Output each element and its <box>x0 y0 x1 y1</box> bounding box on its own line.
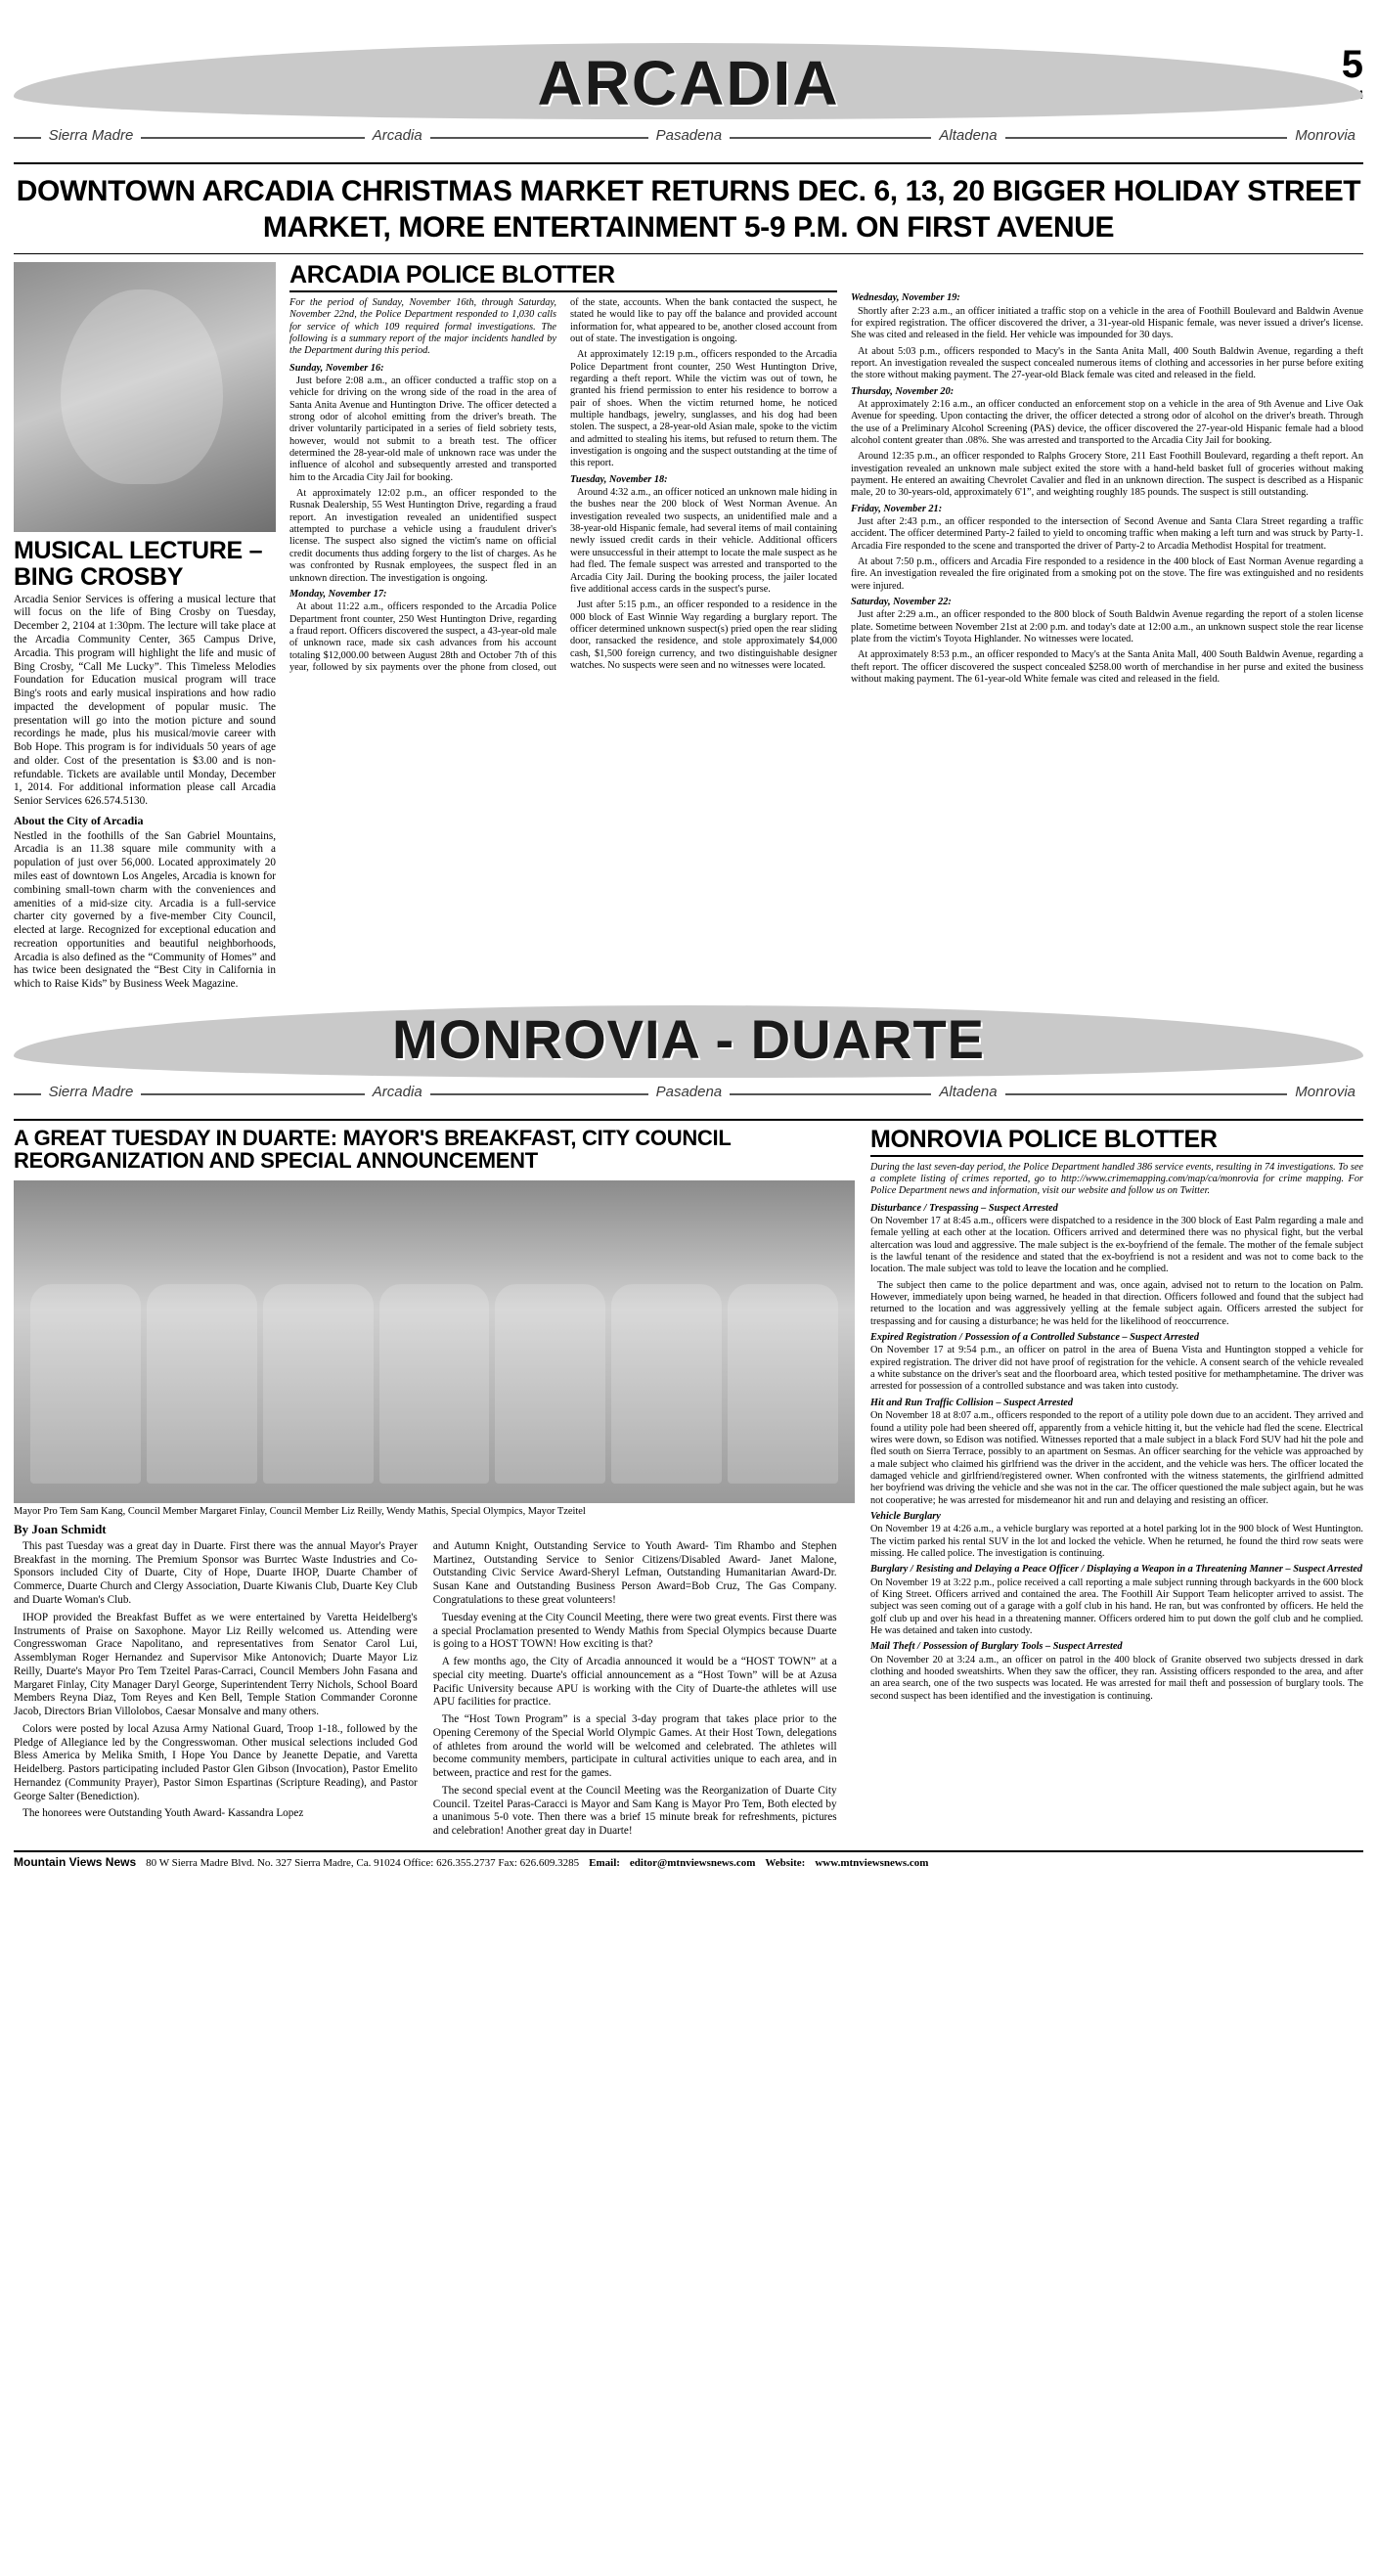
footer-website[interactable]: www.mtnviewsnews.com <box>815 1857 929 1870</box>
duarte-para: This past Tuesday was a great day in Duarte. First there was the annual Mayor's Prayer Breakfast in the morning. The Premium Sponsor was Burrtec Waste Industries and Co-Sponsors included City of Duarte, City of Hope, Duarte IHOP, Duarte Chamber of Commerce, Duarte Church and Clergy Association, Duarte Kiwanis Club, Duarte Key Club and Duarte Woman's Club. <box>14 1539 418 1606</box>
blotter-para: On November 17 at 9:54 p.m., an officer on patrol in the area of Buena Vista and Huntington stopped a vehicle for expired registration. The driver did not have proof of registration for the vehicle. A consent search of the vehicle revealed a white substance on the driver's seat and the floorboard area, which tested positive for methamphetamine. The driver was arrested for possession of a controlled substance and was taken into custody. <box>870 1345 1363 1393</box>
blotter-entry-head: Mail Theft / Possession of Burglary Tools – Suspect Arrested <box>870 1641 1123 1653</box>
blotter-para: At about 7:50 p.m., officers and Arcadia Fire responded to a residence in the 400 block of East Norman Avenue regarding a fire. An investigation revealed the fire originated from a smoking pot on the stove. The fire was extinguished and no residents were injured. <box>851 556 1363 592</box>
page-footer <box>14 1850 1363 1869</box>
masthead-bottom-rule <box>14 162 1363 164</box>
monrovia-blotter-column <box>870 1127 1363 1843</box>
arcadia-blotter-column-right <box>851 262 1363 996</box>
arcadia-blotter-body <box>289 297 837 675</box>
photo-person <box>30 1284 141 1485</box>
blotter-date: Saturday, November 22: <box>851 597 952 608</box>
duarte-article <box>14 1127 855 1843</box>
crosby-para-1: Arcadia Senior Services is offering a musical lecture that will focus on the life of Bing Crosby on Tuesday, December 2, 2104 at 1:30pm. The lecture will take place at the Arcadia Community Center, 365 Campus Drive, Arcadia. This program will highlight the life and music of Bing Crosby, “Call Me Lucky”. This Timeless Melodies Foundation for Education musical program will trace Bing's roots and early musical inspirations and how radio impacted the development of popular music. The presentation will go into the motion picture and sound recordings he made, plus his musical/movie career with Bob Hope. This program is for individuals 50 years of age and older. Cost of the presentation is $3.00 and is non-refundable. Tickets are available until Monday, December 1, 2014. For additional information please call Arcadia Senior Services 626.574.5130. <box>14 593 276 808</box>
masthead-band <box>14 43 1363 119</box>
blotter-date: Friday, November 21: <box>851 503 943 514</box>
city2-label-pasadena: Pasadena <box>648 1084 731 1100</box>
crosby-subhead: About the City of Arcadia <box>14 813 144 827</box>
masthead2-bottom-rule <box>14 1119 1363 1121</box>
blotter-entry-head: Burglary / Resisting and Delaying a Peace Officer / Displaying a Weapon in a Threatening Manner – Suspect Arrested <box>870 1564 1363 1576</box>
monrovia-blotter-title: MONROVIA POLICE BLOTTER <box>870 1127 1363 1157</box>
spacer <box>851 262 1363 292</box>
upper-columns <box>14 262 1363 996</box>
monrovia-blotter-body <box>870 1162 1363 1703</box>
city-label-pasadena: Pasadena <box>648 127 731 144</box>
blotter-para: Just after 2:43 p.m., an officer responded to the intersection of Second Avenue and Santa Clara Street regarding a traffic accident. The officer determined Party-2 failed to yield to oncoming traffic when making a left turn and was struck by Party-1. Arcadia Fire responded to the scene and transported the driver of Party-2 to Arcadia Methodist Hospital for treatment. <box>851 516 1363 552</box>
crosby-para-2: Nestled in the foothills of the San Gabriel Mountains, Arcadia is an 11.38 square mile community with a population of just over 56,000. Located approximately 20 miles east of downtown Los Angeles, Arcadia is known for combining small-town charm with the conveniences and amenities of a mid-size city. Arcadia is a full-service charter city governed by a five-member City Council, elected at large. Recognized for exceptional education and recreation opportunities and beautiful neighborhoods, Arcadia is also defined as the “Community of Homes” and has twice been designated the “Best City in California in which to Raise Kids” by Business Week Magazine. <box>14 829 276 991</box>
blotter-entry-head: Disturbance / Trespassing – Suspect Arrested <box>870 1202 1058 1214</box>
blotter-para: Around 12:35 p.m., an officer responded to Ralphs Grocery Store, 211 East Foothill Boulevard, regarding a theft report. An investigation revealed an unknown male subject exited the store with a hand-held basket full of groceries without making payment. He entered an awaiting Chevrolet Cavalier and fled in an unknown direction. The suspect is described as a Hispanic male, 20 to 30-years-old, approximately 6'1”, and weighting roughly 185 pounds. The suspect is still outstanding. <box>851 451 1363 499</box>
blotter-entry-head: Hit and Run Traffic Collision – Suspect Arrested <box>870 1397 1074 1408</box>
duarte-photo-caption: Mayor Pro Tem Sam Kang, Council Member Margaret Finlay, Council Member Liz Reilly, Wendy Mathis, Special Olympics, Mayor Tzeitel <box>14 1505 586 1517</box>
blotter-entry-head: Expired Registration / Possession of a Controlled Substance – Suspect Arrested <box>870 1332 1200 1344</box>
blotter-para: On November 19 at 4:26 a.m., a vehicle burglary was reported at a hotel parking lot in the 900 block of West Huntington. The victim parked his rental SUV in the lot and locked the vehicle. When he returned, he found the third row seats were missing. He called police. The investigation is continuing. <box>870 1524 1363 1559</box>
duarte-para: Tuesday evening at the City Council Meeting, there were two great events. First there was a special Proclamation presented to Wendy Mathis from Special Olympics because Duarte is going to a HOST TOWN! How exciting is that? <box>432 1611 837 1651</box>
photo-person <box>263 1284 374 1485</box>
duarte-photo-people <box>30 1284 838 1485</box>
duarte-para: Colors were posted by local Azusa Army National Guard, Troop 1-18., followed by the Pledge of Allegiance led by the Congresswoman. Other musical selections included God Bless America by Melika Smith, I Hope You Dance by Jeanette Depatie, and Varetta Heidelberg. Pastors participating included Pastor Glen Gibson (Invocation), Pastor Emelito Hernandez (Community Prayer), Pastor Simon Espartinas (Scripture Reading), and Pastor George Salter (Benediction). <box>14 1722 418 1802</box>
page-headline: DOWNTOWN ARCADIA CHRISTMAS MARKET RETURNS DEC. 6, 13, 20 BIGGER HOLIDAY STREET MARKET, MORE ENTERTAINMENT 5-9 P.M. ON FIRST AVENUE <box>16 175 1361 244</box>
blotter-para: Around 4:32 a.m., an officer noticed an unknown male hiding in the bushes near the 200 block of West Norman Avenue. An investigation revealed two suspects, an unidentified male and a 38-year-old Hispanic female, had several items of mail containing newly issued credit cards in their vehicle. Additional officers were unsuccessful in their attempt to locate the male suspect as he had fled. The female suspect was arrested and transported to the Arcadia City Jail. During the booking process, the jailer located five additional access cards in the suspect's purse. <box>570 487 837 595</box>
blotter-para: The subject then came to the police department and was, once again, advised not to return to the location on Palm. However, immediately upon being warned, he headed in that direction. Officers followed and found that the subject had returned to the location and was aggressively yelling at the female subject again. Officers arrested the subject for trespassing and for causing a disturbance; he was held for the likelihood of reoccurrence. <box>870 1279 1363 1327</box>
city2-label-arcadia: Arcadia <box>365 1084 430 1100</box>
city2-label-sierra-madre: Sierra Madre <box>41 1084 142 1100</box>
city-label-monrovia: Monrovia <box>1287 127 1363 144</box>
blotter-para: At approximately 12:02 p.m., an officer responded to the Rusnak Dealership, 55 West Huntington Drive, regarding a fraud report. An investigation revealed an unidentified suspect attempted to purchase a vehicle using a fraudulent driver's license. The suspect also signed the victim's name on official credit documents thus adding forgery to the list of charges. As he was confronted by Rusnak employees, the suspect fled in an unknown direction. The investigation is ongoing. <box>289 488 556 584</box>
blotter-date: Monday, November 17: <box>289 588 387 600</box>
blotter-para: At approximately 8:53 p.m., an officer responded to Macy's at the Santa Anita Mall, 400 South Baldwin Avenue, regarding a theft report. The officer discovered the suspect concealed $258.00 worth of merchandise in her purse and exited the business without making payment. The 61-year-old White female was cited and released in the field. <box>851 649 1363 686</box>
photo-person <box>611 1284 722 1485</box>
blotter-para: On November 18 at 8:07 a.m., officers responded to the report of a utility pole down due to an accident. They arrived and found a utility pole had been sheered off, apparently from a vehicle hitting it, but the vehicle had fled the scene. Electrical wires were down, so Edison was notified. Witnesses reported that a male subject in a black Ford SUV had hit the pole and fled south on Sierra Terrace, possibly to an apartment on Sesmas. An officer searching for the vehicle was approached by a male subject who claimed his girlfriend was the driver in the accident, and the vehicle was hers. The officer located the damaged vehicle and girlfriend/registered owner. When confronted with the witness statements, the girlfriend admitted her boyfriend was driving the vehicle and she was not in the car. The officer questioned the male subject again, but he was not cooperative; he was arrested for misdemeanor hit and run and delaying and resisting an officer. <box>870 1410 1364 1506</box>
masthead2-city-strip <box>14 1084 1363 1103</box>
city-label-sierra-madre: Sierra Madre <box>41 127 142 144</box>
blotter-date: Wednesday, November 19: <box>851 292 960 304</box>
blotter-para: On November 19 at 3:22 p.m., police received a call reporting a male subject running through backyards in the 600 block of King Street. Officers arrived and contained the area. The Foothill Air Support Team helicopter arrived to assist. The subject was seen coming out of a garage with a golf club in his hand. He ran, but was confronted by officers. He held the golf club up and over his head in a threatening manner. Officers ordered him to put down the golf club and he complied. He was detained and taken into custody. <box>870 1577 1363 1636</box>
headline-rule <box>14 253 1363 254</box>
photo-person <box>147 1284 257 1485</box>
duarte-para: IHOP provided the Breakfast Buffet as we were entertained by Varetta Heidelberg's Instruments of Praise on Saxophone. Mayor Liz Reilly welcomed us. Attending were Congresswoman Grace Napolitano, and representatives from Senator Carol Lui, Assemblyman Roger Hernandez and Supervisor Mike Antonovich; Duarte Mayor Liz Reilly, Duarte's Mayor Pro Tem Tzeitel Paras-Carraci, Council Members John Fasana and Margaret Finlay, City Manager Daryl George, Superintendent Terry Nichols, School Board Members Reyna Diaz, Tom Reyes and Ken Bell, Temple Station Commander Coronne Jacob, Directors Brian Villolobos, Caesar Monsalve and many others. <box>14 1611 418 1718</box>
blotter-para: At about 11:22 a.m., officers responded to the Arcadia Police Department front counter, 250 West Huntington Drive, regarding a fraud report. Officers discovered the suspect, a 43-year-old male of unknown race, made six cash advances from his account totaling $12,000.00 between August 28th and October 7th of this year, followed by six payments over the phone from closed, out of the state, accounts. When the bank contacted the suspect, he stated he would like to pay off the balance and provided account information for, what appeared to be, another closed account from out of state. The investigation is ongoing. <box>289 296 837 673</box>
arcadia-blotter-entries-cont <box>851 292 1363 686</box>
duarte-body-right <box>433 1540 837 1843</box>
blotter-date: Thursday, November 20: <box>851 385 955 397</box>
blotter-para: On November 20 at 3:24 a.m., an officer on patrol in the 400 block of Granite observed two subjects dressed in dark clothing and hooded sweatshirts. When they saw the officer, they ran. Assisting officers responded to the area, and after an area search, one of the two suspects was located. He was arrested for mail theft and possession of burglary tools. The second suspect has been identified and the investigation is continuing. <box>870 1654 1363 1702</box>
blotter-para: On November 17 at 8:45 a.m., officers were dispatched to a residence in the 300 block of East Palm regarding a male and female yelling at each other at the location. Officers arrived and determined there was no physical fight, but the verbal altercation was loud and aggressive. The male subject is the ex-boyfriend of the female. The mother of the female subject is the lawful tenant of the residence and stated that the ex-boyfriend is not a resident and was not to come back to the location. The male subject was told to leave the location and he complied. <box>870 1216 1363 1275</box>
footer-email[interactable]: editor@mtnviewsnews.com <box>629 1857 756 1870</box>
blotter-para: At approximately 2:16 a.m., an officer conducted an enforcement stop on a vehicle in the area of 9th Avenue and Live Oak Avenue for speeding. Upon contacting the driver, the officer detected a strong odor of alcohol on the driver's breath. Through the use of a Preliminary Alcohol Screening (PAS) device, the officer discovered the 27-year-old Hispanic female had a blood alcohol content greater than .08%. She was arrested and transported to the Arcadia City Jail for booking. <box>851 398 1363 446</box>
masthead-title: ARCADIA <box>537 48 840 118</box>
blotter-para: Just after 2:29 a.m., an officer responded to the 800 block of South Baldwin Avenue regarding the report of a stolen license plate. Sometime between November 21st at 2:00 p.m. and today's date at 12:00 a.m., an unknown suspect stole the rear license plate from the victim's Toyota Highlander. No witnesses were located. <box>851 609 1363 645</box>
masthead-city-strip <box>14 127 1363 147</box>
masthead-monrovia-duarte <box>0 1005 1377 1115</box>
duarte-para: The “Host Town Program” is a special 3-day program that takes place prior to the Opening Ceremony of the Special World Olympic Games. At their Host Town, delegations of athletes from around the world will be welcomed and celebrated. The athletes will become community members, participate in cultural activities unique to each area, and in between, practice and rest for the games. <box>432 1713 837 1780</box>
duarte-para: and Autumn Knight, Outstanding Service to Youth Award- Tim Rhambo and Stephen Martinez, Outstanding Service to Senior Citizens/Disabled Award- Janet Malone, Outstanding Civic Service Award-Sheryl Lefman, Outstanding Humanitarian Award-Dr. Susan Kane and Outstanding Business Person Award=Bob Cruz, The Gas Company. Congratulations to these great volunteers! <box>432 1539 837 1606</box>
duarte-para: The honorees were Outstanding Youth Award- Kassandra Lopez <box>22 1807 304 1820</box>
blotter-entry-head: Vehicle Burglary <box>870 1510 941 1522</box>
arcadia-blotter-column <box>289 262 837 996</box>
duarte-byline: By Joan Schmidt <box>14 1521 107 1536</box>
monrovia-blotter-intro: During the last seven-day period, the Police Department handled 386 service events, resulting in 74 investigations. To see a complete listing of crimes reported, go to http://www.crimemapping.com/map/ca/monrovia for crime mapping. For Police Department news and information, visit our website and follow us on Twitter. <box>870 1161 1363 1197</box>
photo-person <box>495 1284 605 1485</box>
duarte-para: The second special event at the Council Meeting was the Reorganization of Duarte City Council. Tzeitel Paras-Caracci is Mayor and Sam Kang is Mayor Pro Tem, Both elected by a unanimous 5-0 vote. Then there was a brief 15 minute break for refreshments, pictures and celebration! Another great day in Duarte! <box>432 1784 837 1838</box>
crosby-column <box>14 262 276 996</box>
photo-person <box>379 1284 490 1485</box>
blotter-para: Just before 2:08 a.m., an officer conducted a traffic stop on a vehicle for driving on the wrong side of the road in the area of Santa Anita Avenue and Huntington Drive. The officer detected a strong odor of alcohol emitting from the driver's breath. The driver voluntarily participated in a series of field sobriety tests, however, would not submit to a breath test. The officer determined the 28-year-old male of unknown race was under the influence of alcohol and subsequently arrested and transported him to the Arcadia City Jail for booking. <box>289 376 556 483</box>
page-number: 5 <box>1341 43 1363 86</box>
crosby-body <box>14 594 276 992</box>
duarte-photo <box>14 1180 855 1503</box>
arcadia-blotter-title: ARCADIA POLICE BLOTTER <box>289 262 837 292</box>
blotter-para: At about 5:03 p.m., officers responded to Macy's in the Santa Anita Mall, 400 South Baldwin Avenue, regarding a theft report. An investigation revealed the suspect concealed numerous items of clothing and accessories in her purse before exiting the store without making payment. The 27-year-old Black female was cited and released in the field. <box>851 345 1363 381</box>
blotter-para: Shortly after 2:23 a.m., an officer initiated a traffic stop on a vehicle in the area of Foothill Boulevard and Baldwin Avenue for expired registration. The officer discovered the driver, a 31-year-old Hispanic female, was never issued a driver's license. She was cited and released in the field. Her vehicle was impounded for 30 days. <box>851 305 1363 341</box>
footer-website-label: Website: <box>765 1857 806 1870</box>
arcadia-blotter-intro: For the period of Sunday, November 16th, through Saturday, November 22nd, the Police Department responded to 1,030 calls for service of which 109 required formal investigations. The following is a summary report of the major incidents handled by the Department during this period. <box>289 296 556 357</box>
newspaper-page <box>0 43 1377 1875</box>
crosby-photo-subject <box>61 289 223 484</box>
city2-label-altadena: Altadena <box>931 1084 1004 1100</box>
crosby-title: MUSICAL LECTURE – BING CROSBY <box>14 537 263 591</box>
photo-person <box>728 1284 838 1485</box>
crosby-photo <box>14 262 276 532</box>
city-label-arcadia: Arcadia <box>365 127 430 144</box>
duarte-body-left <box>14 1540 418 1843</box>
masthead-arcadia <box>0 43 1377 158</box>
city-label-altadena: Altadena <box>931 127 1004 144</box>
blotter-para: Just after 5:15 p.m., an officer responded to a residence in the 000 block of East Winnie Way regarding a burglary report. The officer determined unknown suspect(s) pried open the rear sliding door, ransacked the residence, and stole approximately $4,000 cash, $1,500 foreign currency, and two distinguishable designer watches. No suspects were seen and no witnesses were located. <box>570 600 837 671</box>
masthead2-title: MONROVIA - DUARTE <box>391 1007 985 1070</box>
blotter-date: Sunday, November 16: <box>289 362 384 374</box>
footer-publication-name: Mountain Views News <box>14 1855 137 1870</box>
duarte-title: A GREAT TUESDAY IN DUARTE: MAYOR'S BREAKFAST, CITY COUNCIL REORGANIZATION AND SPECIAL ANNOUNCEMENT <box>14 1125 732 1174</box>
footer-email-label: Email: <box>589 1857 620 1870</box>
lower-columns <box>14 1127 1363 1843</box>
duarte-para: A few months ago, the City of Arcadia announced it would be a “HOST TOWN” at a special city meeting. Duarte's official announcement as a “Host Town” will be at Azusa Pacific University because APU is working with the City of Duarte-the athletes will use APU facilities for practice. <box>432 1656 837 1709</box>
blotter-para: At approximately 12:19 p.m., officers responded to the Arcadia Police Department front counter, 250 West Huntington Drive, regarding a theft report. While the victim was out of town, he granted his friend permission to enter his residence to borrow a pair of shoes. When the victim returned home, he noticed multiple handbags, jewelry, sunglasses, and his dog had been stolen. The suspect, a 28-year-old Asian male, spoke to the victim and admitted to stealing his items, but refused to return them. The investigation is ongoing and the suspect outstanding at the time of this report. <box>570 349 837 469</box>
footer-address: 80 W Sierra Madre Blvd. No. 327 Sierra Madre, Ca. 91024 Office: 626.355.2737 Fax: 626.609.3285 <box>146 1857 580 1870</box>
city2-label-monrovia: Monrovia <box>1287 1084 1363 1100</box>
blotter-date: Tuesday, November 18: <box>570 473 668 485</box>
